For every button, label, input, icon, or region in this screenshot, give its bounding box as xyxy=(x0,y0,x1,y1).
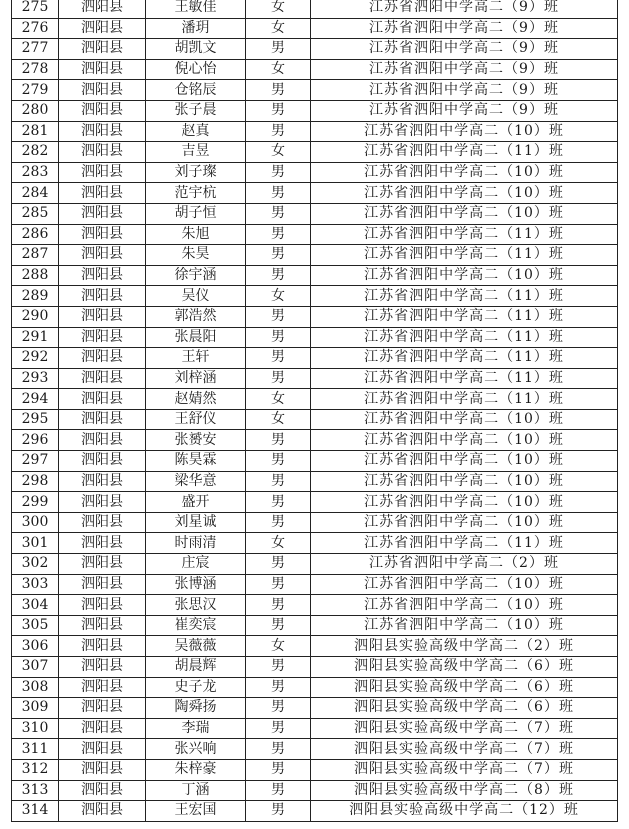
county-cell: 泗阳县 xyxy=(59,162,146,183)
table-row xyxy=(12,368,618,389)
county-cell: 泗阳县 xyxy=(59,759,146,780)
county-cell: 泗阳县 xyxy=(59,327,146,348)
table-row xyxy=(12,759,618,780)
row-number: 288 xyxy=(12,265,59,286)
county-cell: 泗阳县 xyxy=(59,451,146,472)
row-number: 313 xyxy=(12,780,59,801)
county-cell: 泗阳县 xyxy=(59,265,146,286)
county-cell: 泗阳县 xyxy=(59,39,146,60)
county-cell: 泗阳县 xyxy=(59,409,146,430)
student-name: 胡子恒 xyxy=(146,203,246,224)
gender-cell: 女 xyxy=(246,533,311,554)
table-row xyxy=(12,595,618,616)
school-class-cell: 江苏省泗阳中学高二（10）班 xyxy=(311,430,618,451)
county-cell: 泗阳县 xyxy=(59,718,146,739)
row-number: 310 xyxy=(12,718,59,739)
gender-cell: 男 xyxy=(246,739,311,760)
school-class-cell: 江苏省泗阳中学高二（11）班 xyxy=(311,306,618,327)
county-cell: 泗阳县 xyxy=(59,142,146,163)
row-number: 284 xyxy=(12,183,59,204)
row-number: 292 xyxy=(12,348,59,369)
row-number: 278 xyxy=(12,59,59,80)
student-name: 李瑞 xyxy=(146,718,246,739)
row-number: 298 xyxy=(12,471,59,492)
student-name: 张晨阳 xyxy=(146,327,246,348)
school-class-cell: 江苏省泗阳中学高二（11）班 xyxy=(311,142,618,163)
row-number: 296 xyxy=(12,430,59,451)
county-cell: 泗阳县 xyxy=(59,615,146,636)
gender-cell: 男 xyxy=(246,224,311,245)
row-number: 299 xyxy=(12,492,59,513)
row-number: 293 xyxy=(12,368,59,389)
student-name: 王敏佳 xyxy=(146,0,246,18)
county-cell: 泗阳县 xyxy=(59,780,146,801)
gender-cell: 男 xyxy=(246,203,311,224)
school-class-cell: 江苏省泗阳中学高二（10）班 xyxy=(311,595,618,616)
row-number: 277 xyxy=(12,39,59,60)
student-name: 胡凯文 xyxy=(146,39,246,60)
gender-cell: 男 xyxy=(246,780,311,801)
row-number: 294 xyxy=(12,389,59,410)
row-number: 290 xyxy=(12,306,59,327)
student-name: 吴薇薇 xyxy=(146,636,246,657)
county-cell: 泗阳县 xyxy=(59,677,146,698)
student-name: 吴仪 xyxy=(146,286,246,307)
table-row xyxy=(12,451,618,472)
gender-cell: 男 xyxy=(246,471,311,492)
gender-cell: 男 xyxy=(246,759,311,780)
table-row xyxy=(12,739,618,760)
table-row xyxy=(12,492,618,513)
gender-cell: 男 xyxy=(246,327,311,348)
school-class-cell: 江苏省泗阳中学高二（10）班 xyxy=(311,512,618,533)
school-class-cell: 江苏省泗阳中学高二（9）班 xyxy=(311,18,618,39)
school-class-cell: 泗阳县实验高级中学高二（8）班 xyxy=(311,780,618,801)
gender-cell: 女 xyxy=(246,0,311,18)
county-cell: 泗阳县 xyxy=(59,698,146,719)
county-cell: 泗阳县 xyxy=(59,306,146,327)
gender-cell: 男 xyxy=(246,554,311,575)
student-name: 王舒仪 xyxy=(146,409,246,430)
student-name: 胡晨辉 xyxy=(146,657,246,678)
school-class-cell: 江苏省泗阳中学高二（9）班 xyxy=(311,39,618,60)
row-number: 295 xyxy=(12,409,59,430)
row-number: 303 xyxy=(12,574,59,595)
student-name: 刘子璨 xyxy=(146,162,246,183)
county-cell: 泗阳县 xyxy=(59,801,146,822)
table-row xyxy=(12,100,618,121)
row-number: 279 xyxy=(12,80,59,101)
student-name: 朱旭 xyxy=(146,224,246,245)
county-cell: 泗阳县 xyxy=(59,368,146,389)
table-row xyxy=(12,554,618,575)
gender-cell: 女 xyxy=(246,59,311,80)
school-class-cell: 江苏省泗阳中学高二（10）班 xyxy=(311,265,618,286)
student-name: 赵婧然 xyxy=(146,389,246,410)
student-name: 张兴响 xyxy=(146,739,246,760)
table-row xyxy=(12,615,618,636)
row-number: 306 xyxy=(12,636,59,657)
table-row xyxy=(12,348,618,369)
row-number: 311 xyxy=(12,739,59,760)
county-cell: 泗阳县 xyxy=(59,0,146,18)
row-number: 275 xyxy=(12,0,59,18)
table-row xyxy=(12,780,618,801)
student-name: 潘玥 xyxy=(146,18,246,39)
county-cell: 泗阳县 xyxy=(59,739,146,760)
school-class-cell: 江苏省泗阳中学高二（10）班 xyxy=(311,574,618,595)
table-row xyxy=(12,162,618,183)
school-class-cell: 泗阳县实验高级中学高二（2）班 xyxy=(311,636,618,657)
school-class-cell: 江苏省泗阳中学高二（10）班 xyxy=(311,492,618,513)
student-name: 朱昊 xyxy=(146,245,246,266)
student-name: 崔奕宸 xyxy=(146,615,246,636)
table-row xyxy=(12,574,618,595)
school-class-cell: 江苏省泗阳中学高二（9）班 xyxy=(311,59,618,80)
student-name: 梁华意 xyxy=(146,471,246,492)
row-number: 283 xyxy=(12,162,59,183)
county-cell: 泗阳县 xyxy=(59,657,146,678)
county-cell: 泗阳县 xyxy=(59,80,146,101)
school-class-cell: 江苏省泗阳中学高二（11）班 xyxy=(311,224,618,245)
table-row xyxy=(12,306,618,327)
student-name: 张博涵 xyxy=(146,574,246,595)
gender-cell: 男 xyxy=(246,595,311,616)
row-number: 307 xyxy=(12,657,59,678)
table-row xyxy=(12,430,618,451)
row-number: 314 xyxy=(12,801,59,822)
county-cell: 泗阳县 xyxy=(59,245,146,266)
table-row xyxy=(12,59,618,80)
table-row xyxy=(12,286,618,307)
gender-cell: 男 xyxy=(246,657,311,678)
gender-cell: 男 xyxy=(246,348,311,369)
school-class-cell: 江苏省泗阳中学高二（11）班 xyxy=(311,368,618,389)
table-row xyxy=(12,121,618,142)
gender-cell: 男 xyxy=(246,698,311,719)
school-class-cell: 泗阳县实验高级中学高二（7）班 xyxy=(311,718,618,739)
county-cell: 泗阳县 xyxy=(59,554,146,575)
gender-cell: 男 xyxy=(246,677,311,698)
county-cell: 泗阳县 xyxy=(59,430,146,451)
table-row xyxy=(12,677,618,698)
county-cell: 泗阳县 xyxy=(59,636,146,657)
school-class-cell: 江苏省泗阳中学高二（11）班 xyxy=(311,245,618,266)
gender-cell: 男 xyxy=(246,121,311,142)
gender-cell: 男 xyxy=(246,265,311,286)
county-cell: 泗阳县 xyxy=(59,224,146,245)
gender-cell: 女 xyxy=(246,409,311,430)
gender-cell: 男 xyxy=(246,39,311,60)
table-row xyxy=(12,183,618,204)
student-name: 刘星诚 xyxy=(146,512,246,533)
school-class-cell: 江苏省泗阳中学高二（11）班 xyxy=(311,327,618,348)
student-name: 赵真 xyxy=(146,121,246,142)
row-number: 300 xyxy=(12,512,59,533)
county-cell: 泗阳县 xyxy=(59,595,146,616)
student-name: 盛开 xyxy=(146,492,246,513)
row-number: 280 xyxy=(12,100,59,121)
gender-cell: 女 xyxy=(246,142,311,163)
row-number: 289 xyxy=(12,286,59,307)
school-class-cell: 江苏省泗阳中学高二（10）班 xyxy=(311,471,618,492)
school-class-cell: 江苏省泗阳中学高二（10）班 xyxy=(311,451,618,472)
school-class-cell: 江苏省泗阳中学高二（11）班 xyxy=(311,348,618,369)
gender-cell: 男 xyxy=(246,245,311,266)
row-number: 312 xyxy=(12,759,59,780)
table-row xyxy=(12,409,618,430)
gender-cell: 女 xyxy=(246,389,311,410)
gender-cell: 男 xyxy=(246,100,311,121)
table-row xyxy=(12,224,618,245)
gender-cell: 男 xyxy=(246,162,311,183)
gender-cell: 女 xyxy=(246,286,311,307)
gender-cell: 男 xyxy=(246,492,311,513)
student-name: 范宇杭 xyxy=(146,183,246,204)
school-class-cell: 江苏省泗阳中学高二（9）班 xyxy=(311,0,618,18)
student-name: 庄宸 xyxy=(146,554,246,575)
student-roster-table xyxy=(11,0,618,822)
row-number: 297 xyxy=(12,451,59,472)
student-name: 时雨清 xyxy=(146,533,246,554)
row-number: 309 xyxy=(12,698,59,719)
row-number: 305 xyxy=(12,615,59,636)
student-name: 王轩 xyxy=(146,348,246,369)
school-class-cell: 泗阳县实验高级中学高二（6）班 xyxy=(311,657,618,678)
county-cell: 泗阳县 xyxy=(59,389,146,410)
row-number: 308 xyxy=(12,677,59,698)
student-name: 倪心怡 xyxy=(146,59,246,80)
county-cell: 泗阳县 xyxy=(59,471,146,492)
county-cell: 泗阳县 xyxy=(59,512,146,533)
school-class-cell: 泗阳县实验高级中学高二（6）班 xyxy=(311,698,618,719)
table-row xyxy=(12,142,618,163)
county-cell: 泗阳县 xyxy=(59,18,146,39)
table-row xyxy=(12,245,618,266)
school-class-cell: 江苏省泗阳中学高二（10）班 xyxy=(311,121,618,142)
student-name: 刘梓涵 xyxy=(146,368,246,389)
county-cell: 泗阳县 xyxy=(59,121,146,142)
school-class-cell: 泗阳县实验高级中学高二（7）班 xyxy=(311,759,618,780)
school-class-cell: 江苏省泗阳中学高二（11）班 xyxy=(311,286,618,307)
county-cell: 泗阳县 xyxy=(59,574,146,595)
gender-cell: 男 xyxy=(246,801,311,822)
school-class-cell: 江苏省泗阳中学高二（10）班 xyxy=(311,183,618,204)
row-number: 282 xyxy=(12,142,59,163)
roster-body xyxy=(12,0,618,821)
student-name: 陈昊霖 xyxy=(146,451,246,472)
county-cell: 泗阳县 xyxy=(59,59,146,80)
row-number: 285 xyxy=(12,203,59,224)
school-class-cell: 江苏省泗阳中学高二（10）班 xyxy=(311,409,618,430)
student-name: 张赟安 xyxy=(146,430,246,451)
row-number: 286 xyxy=(12,224,59,245)
table-row xyxy=(12,657,618,678)
school-class-cell: 江苏省泗阳中学高二（9）班 xyxy=(311,100,618,121)
table-row xyxy=(12,636,618,657)
gender-cell: 男 xyxy=(246,718,311,739)
table-row xyxy=(12,471,618,492)
student-name: 吉昱 xyxy=(146,142,246,163)
student-name: 张思汉 xyxy=(146,595,246,616)
table-row xyxy=(12,533,618,554)
gender-cell: 女 xyxy=(246,636,311,657)
school-class-cell: 江苏省泗阳中学高二（9）班 xyxy=(311,80,618,101)
gender-cell: 男 xyxy=(246,615,311,636)
school-class-cell: 江苏省泗阳中学高二（10）班 xyxy=(311,615,618,636)
county-cell: 泗阳县 xyxy=(59,348,146,369)
county-cell: 泗阳县 xyxy=(59,203,146,224)
student-name: 陶舜扬 xyxy=(146,698,246,719)
table-row xyxy=(12,512,618,533)
row-number: 291 xyxy=(12,327,59,348)
student-name: 史子龙 xyxy=(146,677,246,698)
table-row xyxy=(12,80,618,101)
school-class-cell: 江苏省泗阳中学高二（11）班 xyxy=(311,533,618,554)
county-cell: 泗阳县 xyxy=(59,492,146,513)
gender-cell: 男 xyxy=(246,574,311,595)
county-cell: 泗阳县 xyxy=(59,100,146,121)
gender-cell: 男 xyxy=(246,430,311,451)
gender-cell: 男 xyxy=(246,183,311,204)
student-name: 仓铭辰 xyxy=(146,80,246,101)
school-class-cell: 江苏省泗阳中学高二（10）班 xyxy=(311,162,618,183)
row-number: 301 xyxy=(12,533,59,554)
school-class-cell: 泗阳县实验高级中学高二（12）班 xyxy=(311,801,618,822)
row-number: 302 xyxy=(12,554,59,575)
student-name: 徐宇涵 xyxy=(146,265,246,286)
gender-cell: 男 xyxy=(246,512,311,533)
row-number: 287 xyxy=(12,245,59,266)
school-class-cell: 江苏省泗阳中学高二（2）班 xyxy=(311,554,618,575)
row-number: 276 xyxy=(12,18,59,39)
table-row xyxy=(12,39,618,60)
table-row xyxy=(12,389,618,410)
gender-cell: 男 xyxy=(246,451,311,472)
county-cell: 泗阳县 xyxy=(59,183,146,204)
row-number: 304 xyxy=(12,595,59,616)
student-name: 张子晨 xyxy=(146,100,246,121)
table-row xyxy=(12,18,618,39)
row-number: 281 xyxy=(12,121,59,142)
table-row xyxy=(12,801,618,822)
table-row xyxy=(12,265,618,286)
gender-cell: 男 xyxy=(246,80,311,101)
gender-cell: 男 xyxy=(246,368,311,389)
table-row xyxy=(12,698,618,719)
table-row xyxy=(12,203,618,224)
county-cell: 泗阳县 xyxy=(59,533,146,554)
table-row xyxy=(12,0,618,18)
school-class-cell: 泗阳县实验高级中学高二（7）班 xyxy=(311,739,618,760)
school-class-cell: 江苏省泗阳中学高二（10）班 xyxy=(311,203,618,224)
student-name: 丁涵 xyxy=(146,780,246,801)
student-name: 郭浩然 xyxy=(146,306,246,327)
school-class-cell: 江苏省泗阳中学高二（11）班 xyxy=(311,389,618,410)
gender-cell: 男 xyxy=(246,306,311,327)
table-row xyxy=(12,327,618,348)
county-cell: 泗阳县 xyxy=(59,286,146,307)
table-row xyxy=(12,718,618,739)
school-class-cell: 泗阳县实验高级中学高二（6）班 xyxy=(311,677,618,698)
student-name: 朱梓豪 xyxy=(146,759,246,780)
student-name: 王宏国 xyxy=(146,801,246,822)
gender-cell: 女 xyxy=(246,18,311,39)
